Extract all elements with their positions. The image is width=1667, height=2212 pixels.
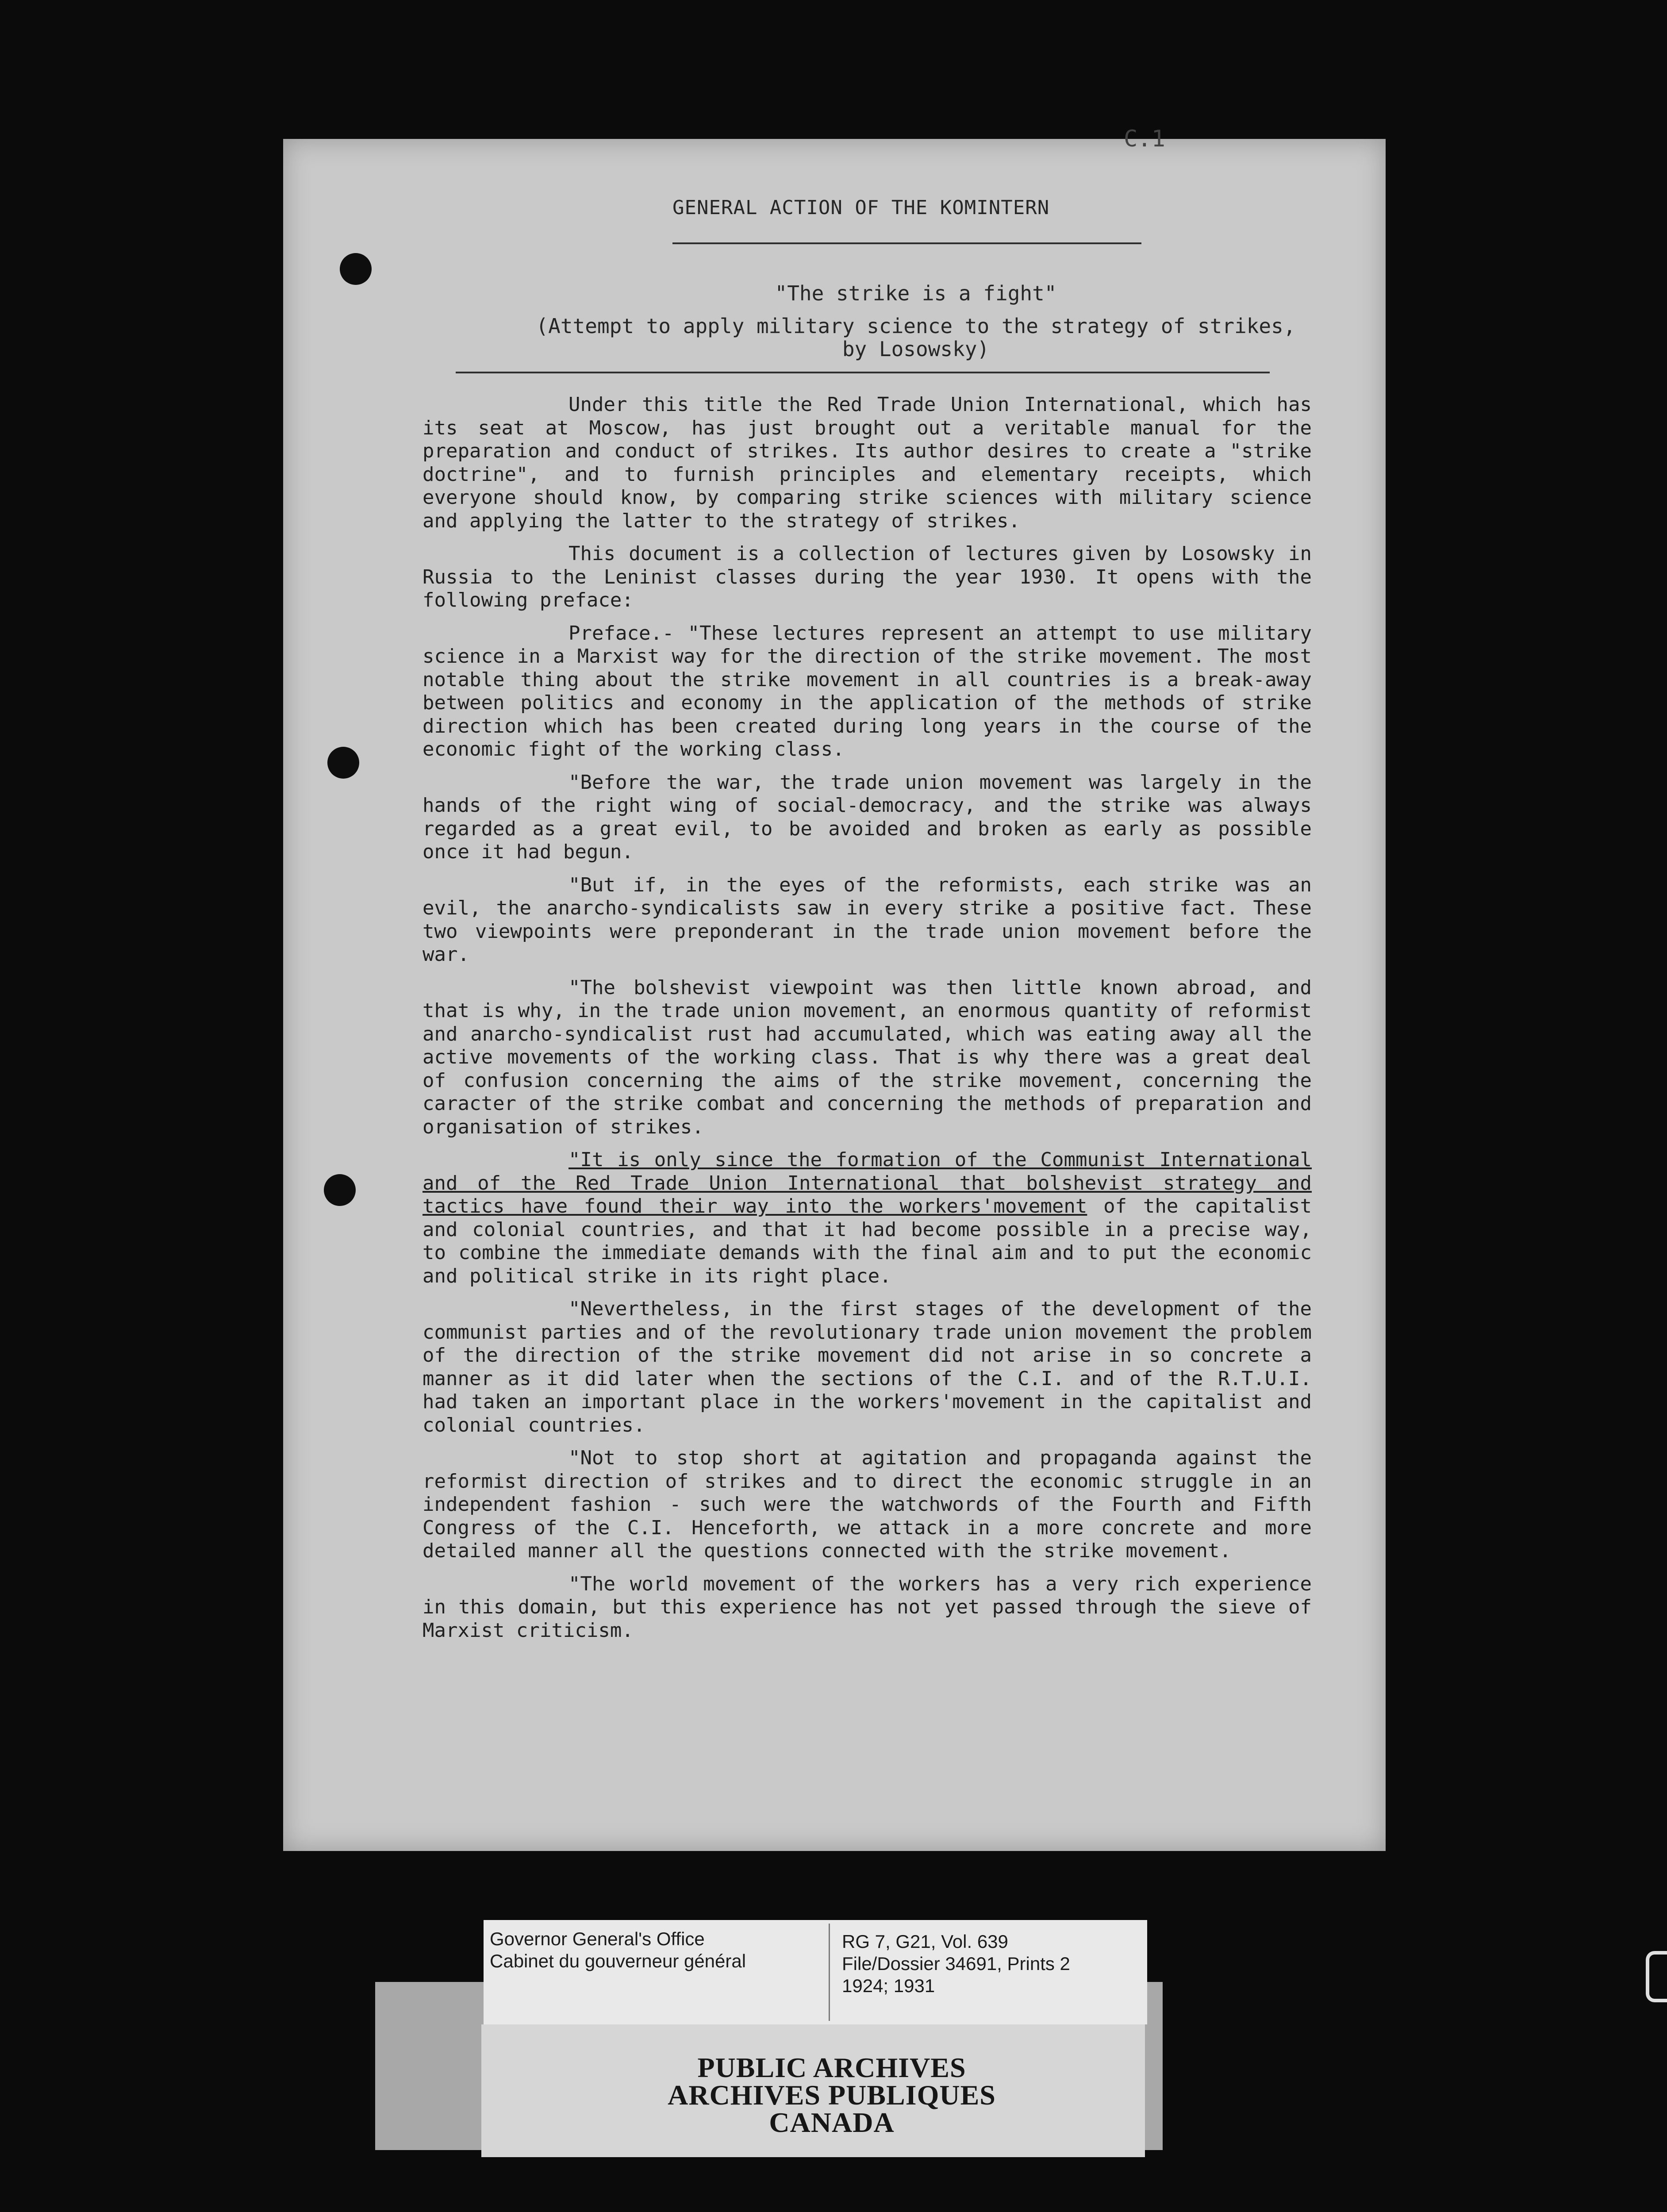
paragraph: "Not to stop short at agitation and propaganda against the reformist direction of strikes and to direct the economic struggle in an independent fashion - such were the watchwords of the Fourth and Fifth Congress of the C.I. Henceforth, we attack in a more concrete and more detailed manner all the questions connected with the strike movement. [423,1447,1312,1562]
paragraph: "But if, in the eyes of the reformists, each strike was an evil, the anarcho-syndicalists saw in every strike a positive fact. These two viewpoints were preponderant in the trade union movement before the war. [423,873,1312,966]
document-body [423,393,1312,1652]
label-reference [842,1931,1070,1997]
punch-hole [324,1174,356,1206]
reference-file: File/Dossier 34691, Prints 2 [842,1953,1070,1974]
subtitle-line: (Attempt to apply military science to the strategy of strikes, [536,314,1296,338]
reference-volume: RG 7, G21, Vol. 639 [842,1931,1008,1952]
subtitle-author: by Losowsky) [842,337,990,361]
paragraph: "Before the war, the trade union movement was largely in the hands of the right wing of social-democracy, and the strike was always regarded as a great evil, to be avoided and broken as early as possible once it had begun. [423,771,1312,863]
stamp-archives-publiques: ARCHIVES PUBLIQUES [668,2079,996,2111]
heading-underline [672,242,1141,244]
paragraph-continuation: of the capitalist and colonial countries, and that it had become possible in a precise way, to combine the immediate demands with the final aim and to put the economic and political strike in its right place. [423,1195,1312,1287]
label-office [490,1928,746,1972]
paragraph: "Nevertheless, in the first stages of the development of the communist parties and of the revolutionary trade union movement the problem of the direction of the strike movement did not arise in so concrete a manner as it did later when the sections of the C.I. and of the R.T.U.I. had taken an important place in the workers'movement in the capitalist and colonial countries. [423,1298,1312,1436]
stamp-public-archives: PUBLIC ARCHIVES [697,2052,966,2083]
underlined-passage: "It is only since the formation of the Communist International and of the Red Trade Union International that bolshevist strategy and tactics have found their way into the workers'movement [423,1148,1312,1217]
subtitle-underline [456,372,1270,373]
stamp-canada: CANADA [769,2107,895,2138]
document-heading: GENERAL ACTION OF THE KOMINTERN [672,196,1050,219]
paragraph: This document is a collection of lectures given by Losowsky in Russia to the Leninist classes during the year 1930. It opens with the following preface: [423,542,1312,611]
punch-hole [340,253,372,285]
paragraph-underlined [423,1148,1312,1288]
paragraph: Preface.- "These lectures represent an attempt to use military science in a Marxist way for the direction of the strike movement. The most notable thing about the strike movement in all countries is a break-away between politics and economy in the application of the methods of strike direction which has been created during long years in the course of the economic fight of the working class. [423,622,1312,760]
reference-years: 1924; 1931 [842,1975,935,1996]
film-edge-mark [1646,1951,1667,2002]
archive-reference-label [484,1920,1147,2024]
subtitle-title: "The strike is a fight" [775,281,1057,305]
label-divider [829,1924,830,2021]
paragraph: Under this title the Red Trade Union International, which has its seat at Moscow, has just brought out a veritable manual for the preparation and conduct of strikes. Its author desires to create a "strike doctrine", and to furnish principles and elementary receipts, which everyone should know, by comparing strike sciences with military science and applying the latter to the strategy of strikes. [423,393,1312,532]
paragraph: "The bolshevist viewpoint was then little known abroad, and that is why, in the trade union movement, an enormous quantity of reformist and anarcho-syndicalist rust had accumulated, which was eating away all the active movements of the working class. That is why there was a great deal of confusion concerning the aims of the strike movement, concerning the caracter of the strike combat and concerning the methods of preparation and organisation of strikes. [423,976,1312,1138]
punch-hole [327,747,359,779]
office-french: Cabinet du gouverneur général [490,1951,746,1971]
paragraph: "The world movement of the workers has a very rich experience in this domain, but this experience has not yet passed through the sieve of Marxist criticism. [423,1572,1312,1642]
corner-mark: C.1 [1124,126,1165,152]
document-page [283,126,1386,1851]
office-english: Governor General's Office [490,1928,705,1949]
